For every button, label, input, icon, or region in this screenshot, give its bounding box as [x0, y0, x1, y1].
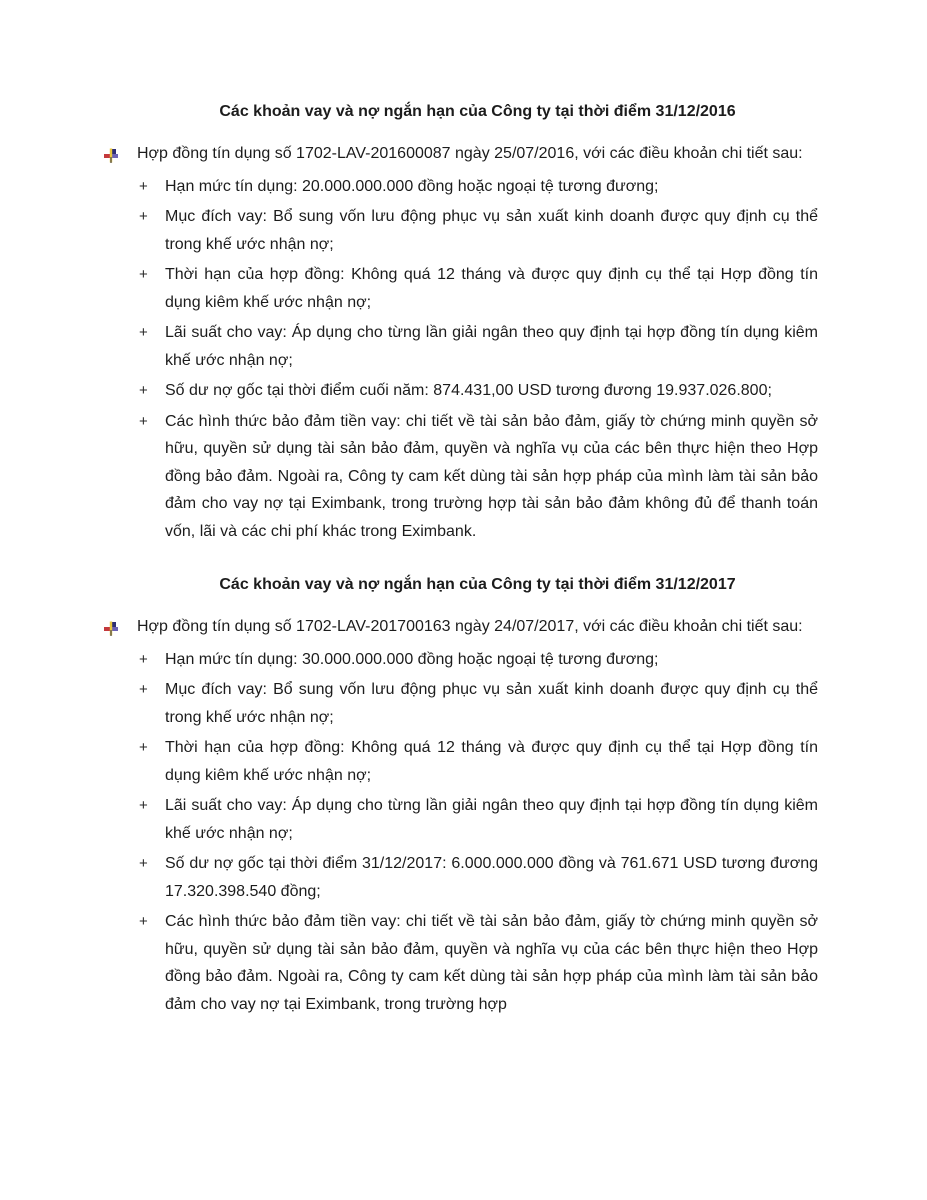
- term-item: [103, 377, 818, 405]
- plus-marker: +: [139, 177, 148, 195]
- term-item: [103, 646, 818, 674]
- plus-marker: +: [139, 681, 148, 698]
- contract-intro-text: Hợp đồng tín dụng số 1702-LAV-201600087 ngày 25/07/2016, với các điều khoản chi tiết sau:: [137, 145, 803, 162]
- term-text: Lãi suất cho vay: Áp dụng cho từng lần giải ngân theo quy định tại hợp đồng tín dụng kiêm khế ước nhận nợ;: [165, 797, 818, 842]
- term-text: Các hình thức bảo đảm tiền vay: chi tiết về tài sản bảo đảm, giấy tờ chứng minh quyền sở hữu, quyền sử dụng tài sản bảo đảm, quyền và nghĩa vụ của các bên thực hiện theo Hợp đồng bảo đảm. Ngoài ra, Công ty cam kết dùng tài sản hợp pháp của mình làm tài sản bảo đảm cho vay nợ tại Eximbank, trong trường hợp: [165, 913, 818, 1013]
- plus-marker: +: [139, 739, 148, 756]
- plus-marker: +: [139, 913, 148, 930]
- loan-section-2016: [103, 98, 818, 545]
- term-text: Mục đích vay: Bổ sung vốn lưu động phục vụ sản xuất kinh doanh được quy định cụ thể trong khế ước nhận nợ;: [165, 208, 818, 253]
- plus-marker: +: [139, 855, 148, 872]
- plus-marker: +: [139, 797, 148, 814]
- term-item: [103, 792, 818, 847]
- term-text: Thời hạn của hợp đồng: Không quá 12 tháng và được quy định cụ thể tại Hợp đồng tín dụng kiêm khế ước nhận nợ;: [165, 739, 818, 784]
- term-item: [103, 734, 818, 789]
- term-item: [103, 261, 818, 316]
- contract-intro-item: [103, 140, 818, 168]
- term-item: [103, 908, 818, 1018]
- plus-marker: +: [139, 324, 148, 341]
- term-text: Số dư nợ gốc tại thời điểm cuối năm: 874.431,00 USD tương đương 19.937.026.800;: [165, 382, 772, 399]
- plus-marker: +: [139, 266, 148, 283]
- term-item: [103, 408, 818, 546]
- flag-bullet-icon: [103, 146, 119, 162]
- term-item: [103, 319, 818, 374]
- term-text: Hạn mức tín dụng: 20.000.000.000 đồng hoặc ngoại tệ tương đương;: [165, 177, 659, 195]
- term-text: Số dư nợ gốc tại thời điểm 31/12/2017: 6.000.000.000 đồng và 761.671 USD tương đương 17.320.398.540 đồng;: [165, 855, 818, 900]
- plus-marker: +: [139, 650, 148, 668]
- term-text: Các hình thức bảo đảm tiền vay: chi tiết về tài sản bảo đảm, giấy tờ chứng minh quyền sở hữu, quyền sử dụng tài sản bảo đảm, quyền và nghĩa vụ của các bên thực hiện theo Hợp đồng bảo đảm. Ngoài ra, Công ty cam kết dùng tài sản hợp pháp của mình làm tài sản bảo đảm cho vay nợ tại Eximbank, trong trường hợp tài sản bảo đảm không đủ để thanh toán vốn, lãi và các chi phí khác trong Eximbank.: [165, 412, 818, 540]
- flag-bullet-icon: [103, 619, 119, 635]
- term-text: Hạn mức tín dụng: 30.000.000.000 đồng hoặc ngoại tệ tương đương;: [165, 650, 659, 668]
- section-heading: Các khoản vay và nợ ngắn hạn của Công ty tại thời điểm 31/12/2017: [219, 576, 736, 593]
- section-heading: Các khoản vay và nợ ngắn hạn của Công ty tại thời điểm 31/12/2016: [219, 103, 736, 120]
- plus-marker: +: [139, 382, 148, 399]
- contract-intro-text: Hợp đồng tín dụng số 1702-LAV-201700163 ngày 24/07/2017, với các điều khoản chi tiết sau:: [137, 618, 803, 635]
- loan-section-2017: [103, 571, 818, 1018]
- term-item: [103, 173, 818, 201]
- plus-marker: +: [139, 208, 148, 225]
- term-text: Thời hạn của hợp đồng: Không quá 12 tháng và được quy định cụ thể tại Hợp đồng tín dụng kiêm khế ước nhận nợ;: [165, 266, 818, 311]
- term-item: [103, 676, 818, 731]
- term-text: Lãi suất cho vay: Áp dụng cho từng lần giải ngân theo quy định tại hợp đồng tín dụng kiêm khế ước nhận nợ;: [165, 324, 818, 369]
- term-item: [103, 850, 818, 905]
- term-item: [103, 203, 818, 258]
- term-text: Mục đích vay: Bổ sung vốn lưu động phục vụ sản xuất kinh doanh được quy định cụ thể trong khế ước nhận nợ;: [165, 681, 818, 726]
- plus-marker: +: [139, 412, 148, 430]
- contract-intro-item: [103, 613, 818, 641]
